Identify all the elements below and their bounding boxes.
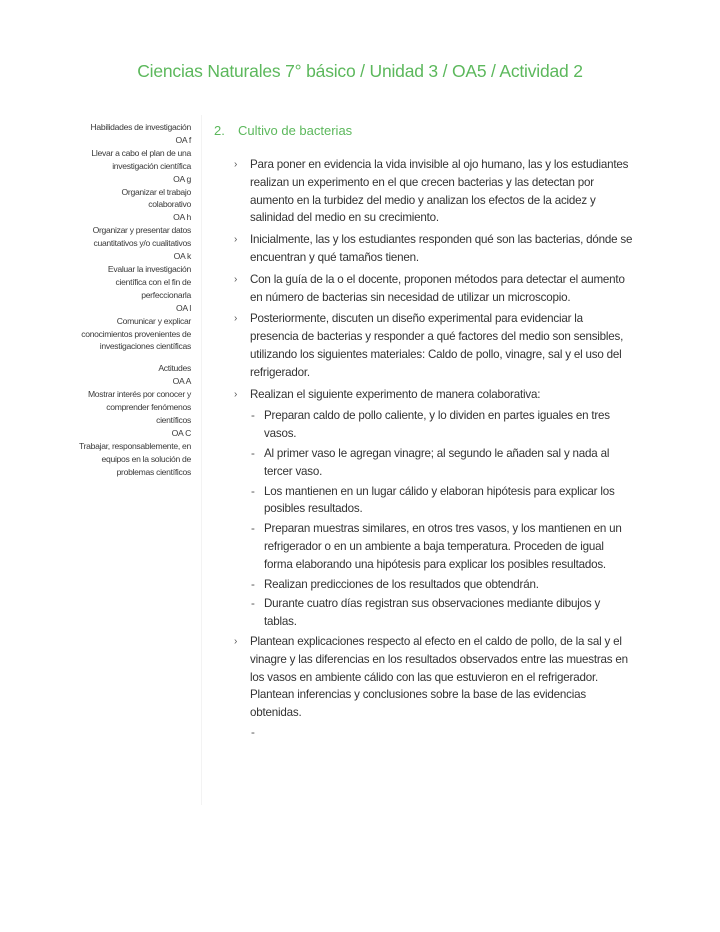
sidebar-objectives [78, 121, 191, 478]
sidebar-code: OA g [173, 173, 191, 184]
list-item [214, 271, 634, 307]
list-item [214, 310, 634, 381]
list-item-text: Posteriormente, discuten un diseño experimental para evidenciar la presencia de bacterias y responder a qué factores del medio son sensibles, utilizando los siguientes materiales: Caldo de pollo, vinagre, sal y el uso del refrigerador. [250, 312, 624, 379]
sub-list-item-text: Preparan caldo de pollo caliente, y lo dividen en partes iguales en tres vasos. [264, 409, 610, 441]
list-item-text: Inicialmente, las y los estudiantes responden qué son las bacterias, dónde se encuentran y qué tamaños tienen. [250, 233, 633, 264]
sidebar-code: OA h [173, 212, 191, 223]
column-divider [201, 115, 202, 805]
sidebar-code: OA A [172, 376, 191, 387]
sub-list-item [214, 595, 634, 631]
sidebar-text: Evaluar la investigación científica con el fin de perfeccionarla [107, 263, 191, 300]
list-item [214, 633, 634, 722]
section-title: Cultivo de bacterias [238, 123, 353, 138]
sidebar-spacer [78, 353, 191, 362]
sub-list-item [214, 576, 634, 594]
sidebar-text: Organizar el trabajo colaborativo [121, 186, 191, 210]
dash-bullet-icon: - [251, 725, 255, 739]
list-item-text: Realizan el siguiente experimento de manera colaborativa: [250, 387, 541, 401]
chevron-right-icon: › [234, 159, 238, 170]
sidebar-heading-skills: Habilidades de investigación [90, 122, 191, 132]
sub-list-item [214, 520, 634, 573]
chevron-right-icon: › [234, 234, 238, 246]
list-item-text: Con la guía de la o el docente, proponen métodos para detectar el aumento en número de bacterias sin necesidad de utilizar un microscopio. [250, 272, 625, 304]
chevron-right-icon: › [234, 635, 238, 647]
sub-list-item-text: Al primer vaso le agregan vinagre; al segundo le añaden sal y nada al tercer vaso. [264, 446, 610, 478]
sub-list-item [214, 445, 634, 481]
empty-list-item [214, 726, 634, 746]
chevron-right-icon: › [234, 273, 238, 285]
chevron-right-icon: › [234, 388, 238, 400]
activity-content [214, 122, 634, 746]
dash-bullet-icon: - [251, 446, 255, 460]
dash-bullet-icon: - [251, 409, 255, 423]
sub-list-item [214, 407, 634, 443]
list-item [214, 156, 634, 227]
section-heading [214, 122, 634, 140]
sub-list-item-text: Realizan predicciones de los resultados que obtendrán. [264, 577, 539, 591]
sub-list-item-text: Los mantienen en un lugar cálido y elaboran hipótesis para explicar los posibles resultados. [264, 484, 615, 516]
dash-bullet-icon: - [251, 522, 255, 536]
list-item [214, 386, 634, 404]
sidebar-heading-attitudes: Actitudes [158, 363, 191, 374]
sub-list-item [214, 483, 634, 519]
sidebar-code: OA l [175, 302, 191, 313]
list-item [214, 231, 634, 267]
sidebar-text: Mostrar interés por conocer y comprender fenómenos científicos [87, 389, 191, 425]
sidebar-text: Comunicar y explicar conocimientos provenientes de investigaciones científicas [81, 315, 191, 352]
page-title: Ciencias Naturales 7° básico / Unidad 3 / OA5 / Actividad 2 [137, 61, 583, 81]
list-item-text: Para poner en evidencia la vida invisible al ojo humano, las y los estudiantes realizan un experimento en el que crecen bacterias y las detectan por aumento en la turbidez del medio y analizan los efectos de la acidez y salinidad del medio en su crecimiento. [250, 158, 629, 225]
sidebar-code: OA k [173, 251, 191, 262]
sub-list-item-text: Durante cuatro días registran sus observaciones mediante dibujos y tablas. [264, 597, 601, 629]
dash-bullet-icon: - [251, 484, 255, 498]
sidebar-code: OA f [175, 134, 191, 145]
sidebar-text: Organizar y presentar datos cuantitativos y/o cualitativos [92, 225, 191, 249]
dash-bullet-icon: - [251, 597, 255, 611]
sidebar-text: Llevar a cabo el plan de una investigación científica [91, 147, 191, 171]
section-number: 2. [214, 123, 225, 138]
chevron-right-icon: › [234, 313, 238, 325]
sidebar-text: Trabajar, responsablemente, en equipos en la solución de problemas científicos [78, 440, 191, 477]
sidebar-code: OA C [171, 427, 191, 438]
sub-list-item-text: Preparan muestras similares, en otros tres vasos, y los mantienen en un refrigerador o en un ambiente a baja temperatura. Proceden de igual forma elaborando una hipótesis para explicar los posibles resultados. [264, 522, 622, 571]
dash-bullet-icon: - [251, 577, 255, 591]
list-item-text: Plantean explicaciones respecto al efecto en el caldo de pollo, de la sal y el vinagre y las diferencias en los resultados observados entre las muestras en los vasos en ambiente cálido con las que estuvieron en el refrigerador. Plantean inferencias y conclusiones sobre la base de las evidencias obtenidas. [250, 634, 628, 720]
